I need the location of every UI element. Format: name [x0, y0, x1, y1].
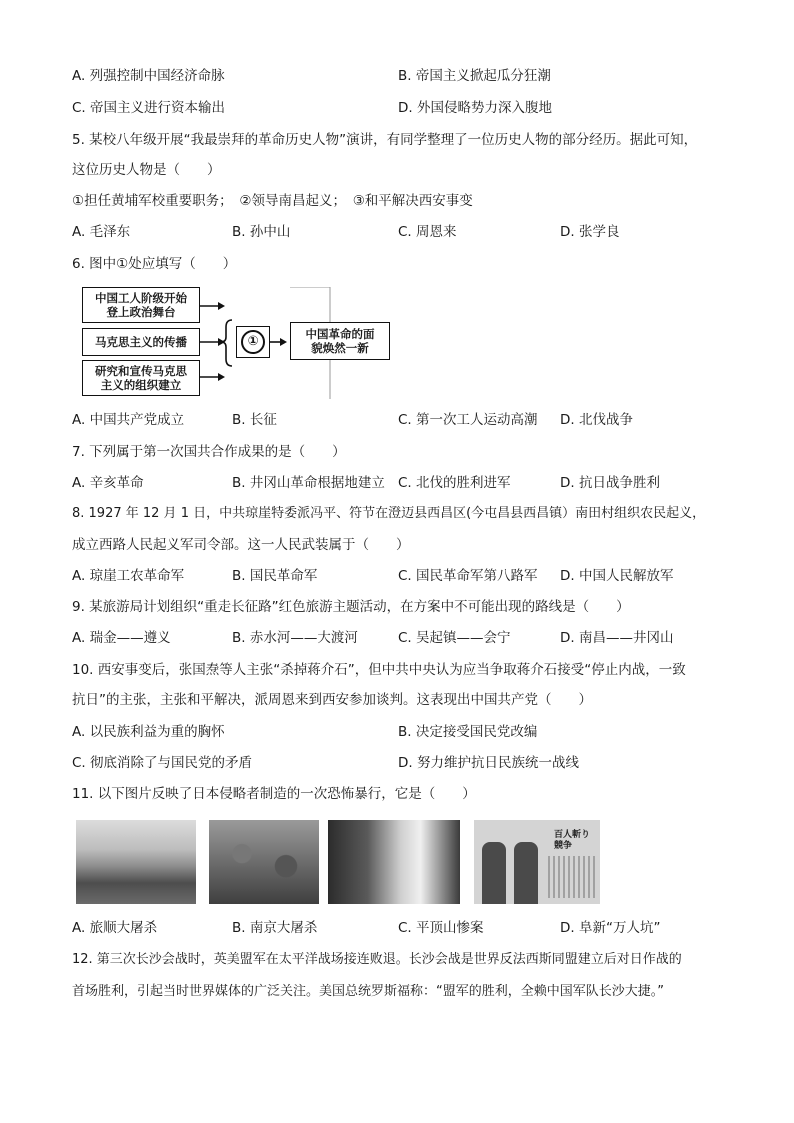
box3-line1: 研究和宣传马克思: [95, 364, 187, 378]
box2-text: 马克思主义的传播: [95, 335, 187, 349]
diagram-box-organizations: [82, 360, 200, 396]
q11-stem: 11. 以下图片反映了日本侵略者制造的一次恐怖暴行，它是（ ）: [72, 786, 476, 802]
q9-option-b: B. 赤水河——大渡河: [232, 630, 358, 646]
q11-option-a: A. 旅顺大屠杀: [72, 920, 158, 936]
newspaper-headline: 百人斬り競争: [554, 830, 591, 851]
q5-items: ①担任黄埔军校重要职务； ②领导南昌起义； ③和平解决西安事变: [72, 193, 473, 209]
q8-option-d: D. 中国人民解放军: [560, 568, 674, 584]
newspaper-columns: [548, 856, 596, 898]
q5-stem-line1: 5. 某校八年级开展“我最崇拜的革命历史人物”演讲，有同学整理了一位历史人物的部分经历。据此可知，: [72, 132, 698, 148]
photo-soldiers: [328, 820, 460, 904]
q4-option-b: B. 帝国主义掀起瓜分狂潮: [398, 68, 551, 84]
q11-option-c: C. 平顶山惨案: [398, 920, 484, 936]
q11-option-d: D. 阜新“万人坑”: [560, 920, 661, 936]
photo-newspaper: [474, 820, 600, 904]
q6-option-b: B. 长征: [232, 412, 277, 428]
arrow-head-4: [280, 338, 287, 346]
q12-stem-line1: 12. 第三次长沙会战时，英美盟军在太平洋战场接连败退。长沙会战是世界反法西斯同盟建立后对日作战的: [72, 952, 682, 967]
q5-stem-line2: 这位历史人物是（ ）: [72, 162, 221, 178]
photo-smoke-field: [76, 820, 196, 904]
q10-option-d: D. 努力维护抗日民族统一战线: [398, 755, 579, 771]
q4-option-c: C. 帝国主义进行资本输出: [72, 100, 226, 116]
arrow-head-3: [218, 373, 225, 381]
diagram-box-result: [290, 322, 390, 360]
blank-marker: ①: [241, 330, 265, 354]
q10-option-b: B. 决定接受国民党改编: [398, 724, 538, 740]
box1-line2: 登上政治舞台: [106, 305, 176, 319]
q10-stem-line2: 抗日”的主张，主张和平解决，派周恩来到西安参加谈判。这表现出中国共产党（ ）: [72, 692, 592, 708]
q6-option-a: A. 中国共产党成立: [72, 412, 185, 428]
q9-stem: 9. 某旅游局计划组织“重走长征路”红色旅游主题活动，在方案中不可能出现的路线是（ ）: [72, 599, 630, 615]
q9-option-d: D. 南昌——井冈山: [560, 630, 674, 646]
q7-option-c: C. 北伐的胜利进军: [398, 475, 511, 491]
q10-stem-line1: 10. 西安事变后，张国焘等人主张“杀掉蒋介石”，但中共中央认为应当争取蒋介石接受“停止内战，一致: [72, 662, 686, 678]
q11-option-b: B. 南京大屠杀: [232, 920, 318, 936]
diagram-box-blank: [236, 326, 270, 358]
q10-option-a: A. 以民族利益为重的胸怀: [72, 724, 225, 740]
q8-stem-line1: 8. 1927 年 12 月 1 日，中共琼崖特委派冯平、符节在澄迈县西昌区(今屯昌县西昌镇）南田村组织农民起义，: [72, 506, 706, 521]
arrow-head-1: [218, 302, 225, 310]
box1-line1: 中国工人阶级开始: [95, 291, 187, 305]
q5-option-d: D. 张学良: [560, 224, 620, 240]
q8-stem-line2: 成立西路人民起义军司令部。这一人民武装属于（ ）: [72, 537, 410, 553]
q7-option-d: D. 抗日战争胜利: [560, 475, 660, 491]
brace: [221, 320, 232, 366]
q7-option-a: A. 辛亥革命: [72, 475, 144, 491]
q4-option-d: D. 外国侵略势力深入腹地: [398, 100, 552, 116]
q8-option-a: A. 琼崖工农革命军: [72, 568, 185, 584]
q6-option-d: D. 北伐战争: [560, 412, 633, 428]
q9-option-a: A. 瑞金——遵义: [72, 630, 171, 646]
q5-option-b: B. 孙中山: [232, 224, 291, 240]
q5-option-c: C. 周恩来: [398, 224, 457, 240]
q8-option-c: C. 国民革命军第八路军: [398, 568, 538, 584]
q6-option-c: C. 第一次工人运动高潮: [398, 412, 538, 428]
q9-option-c: C. 吴起镇——会宁: [398, 630, 511, 646]
box3-line2: 主义的组织建立: [100, 378, 182, 392]
q4-option-a: A. 列强控制中国经济命脉: [72, 68, 225, 84]
newspaper-figure-2: [514, 842, 538, 904]
result-line1: 中国革命的面: [305, 327, 375, 341]
q12-stem-line2: 首场胜利，引起当时世界媒体的广泛关注。美国总统罗斯福称：“盟军的胜利，全赖中国军队长沙大捷。”: [72, 984, 664, 999]
q7-option-b: B. 井冈山革命根据地建立: [232, 475, 385, 491]
q5-option-a: A. 毛泽东: [72, 224, 131, 240]
diagram-box-workers: [82, 287, 200, 323]
photo-victims: [209, 820, 319, 904]
q10-option-c: C. 彻底消除了与国民党的矛盾: [72, 755, 253, 771]
q8-option-b: B. 国民革命军: [232, 568, 318, 584]
q6-stem: 6. 图中①处应填写（ ）: [72, 256, 237, 272]
diagram-box-marxism: [82, 328, 200, 356]
newspaper-figure-1: [482, 842, 506, 904]
result-line2: 貌焕然一新: [311, 341, 369, 355]
q7-stem: 7. 下列属于第一次国共合作成果的是（ ）: [72, 444, 346, 460]
